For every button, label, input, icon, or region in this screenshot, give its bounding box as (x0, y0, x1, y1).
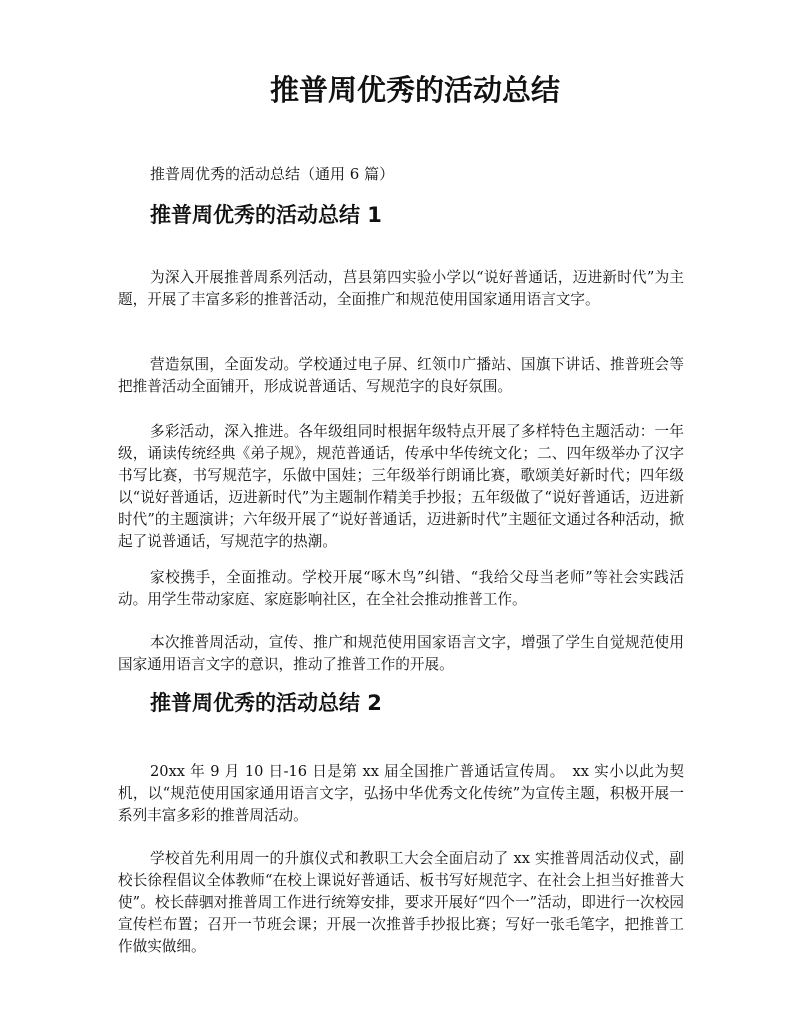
section-2-heading: 推普周优秀的活动总结 2 (150, 691, 382, 715)
section-1-heading: 推普周优秀的活动总结 1 (150, 203, 382, 227)
section-1-paragraph-2: 营造氛围，全面发动。学校通过电子屏、红领巾广播站、国旗下讲话、推普班会等把推普活动全面铺开，形成说普通话、写规范字的良好氛围。 (118, 356, 684, 395)
section-1-paragraph-1: 为深入开展推普周系列活动，莒县第四实验小学以“说好普通话，迈进新时代”为主题，开展了丰富多彩的推普活动，全面推广和规范使用国家通用语言文字。 (118, 269, 684, 308)
section-1-paragraph-4: 家校携手，全面推动。学校开展“啄木鸟”纠错、“我给父母当老师”等社会实践活动。用学生带动家庭、家庭影响社区，在全社会推动推普工作。 (118, 569, 684, 608)
document-subtitle: 推普周优秀的活动总结（通用 6 篇） (150, 165, 395, 183)
section-1-paragraph-5: 本次推普周活动，宣传、推广和规范使用国家语言文字，增强了学生自觉规范使用国家通用语言文字的意识，推动了推普工作的开展。 (118, 634, 684, 673)
section-1-paragraph-3: 多彩活动，深入推进。各年级组同时根据年级特点开展了多样特色主题活动：一年级，诵读传统经典《弟子规》，规范普通话，传承中华传统文化；二、四年级举办了汉字书写比赛，书写规范字，乐做中国娃；三年级举行朗诵比赛，歌颂美好新时代；四年级以“说好普通话，迈进新时代”为主题制作精美手抄报；五年级做了“说好普通话，迈进新时代”的主题演讲；六年级开展了“说好普通话，迈进新时代”主题征文通过各种活动，掀起了说普通话，写规范字的热潮。 (118, 423, 684, 550)
section-2-paragraph-1: 20xx 年 9 月 10 日-16 日是第 xx 届全国推广普通话宣传周。 xx 实小以此为契机，以“规范使用国家通用语言文字，弘扬中华优秀文化传统”为宣传主题，积极开展一系列丰富多彩的推普周活动。 (118, 763, 684, 824)
section-2-paragraph-2: 学校首先利用周一的升旗仪式和教职工大会全面启动了 xx 实推普周活动仪式，副校长徐程倡议全体教师“在校上课说好普通话、板书写好规范字、在社会上担当好推普大使”。校长薛驷对推普周工作进行统筹安排，要求开展好“四个一”活动，即进行一次校园宣传栏布置；召开一节班会课；开展一次推普手抄报比赛；写好一张毛笔字，把推普工作做实做细。 (118, 850, 684, 955)
document-title: 推普周优秀的活动总结 (269, 73, 560, 107)
